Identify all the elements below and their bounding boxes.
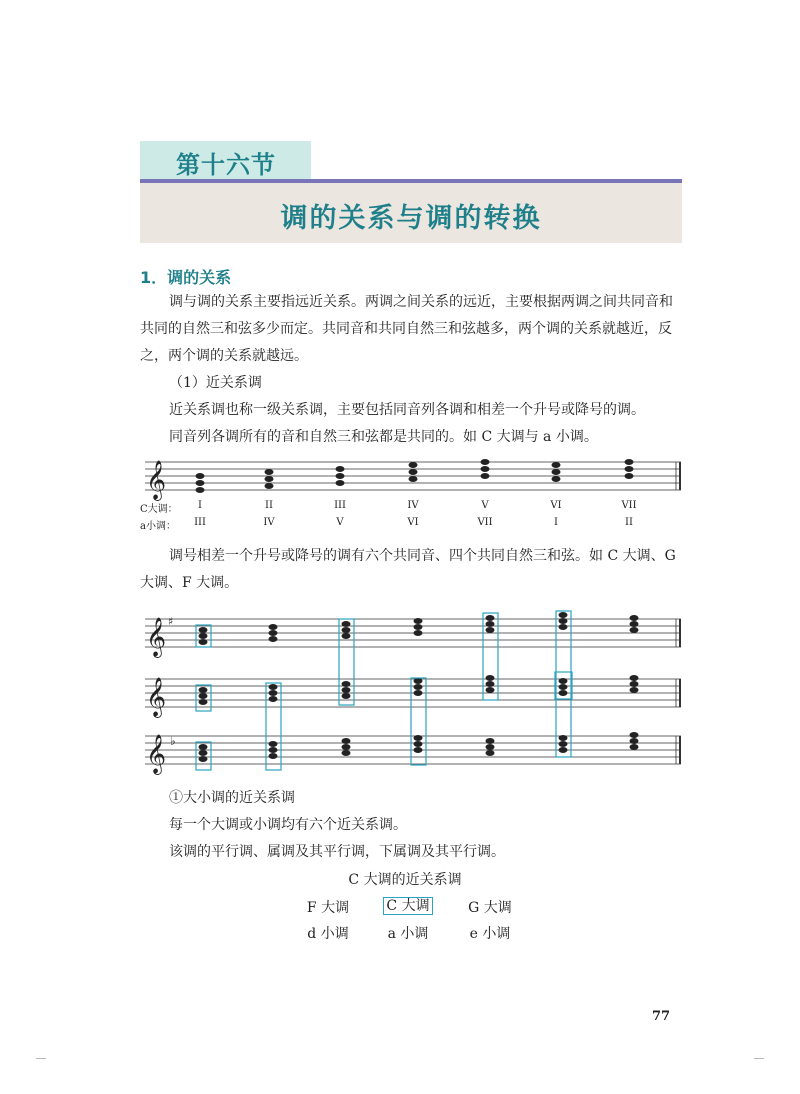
c-degree-4: IV [407,500,419,511]
a-degree-7: II [625,517,633,528]
c-degree-6: VI [550,500,562,511]
cell-a-minor: a 小调 [387,926,429,942]
chord-g-1 [199,627,208,645]
page-number: 77 [652,1009,671,1024]
a-minor-label: a小调： [140,521,176,532]
trim-mark-right [754,1058,764,1059]
related-keys-caption: C 大调的近关系调 [348,872,462,888]
treble-clef-icon-c: 𝄞 [146,677,167,717]
cell-c-major-wrapper [368,895,448,915]
section-label: 第十六节 [176,151,276,179]
a-degree-2: IV [263,517,275,528]
cell-e-minor: e 小调 [469,926,511,942]
sharp-icon: ♯ [168,615,174,628]
flat-icon: ♭ [170,734,176,748]
a-degree-4: VI [407,517,419,528]
c-major-label: C大调： [140,504,178,515]
trim-mark-left [36,1058,46,1059]
a-degree-3: V [336,517,344,528]
a-degree-1: III [194,517,206,528]
c-degree-5: V [481,500,489,511]
paragraph-3: 同音列各调所有的音和自然三和弦都是共同的。如 C 大调与 a 小调。 [169,429,598,445]
cell-g-major: G 大调 [468,900,512,916]
c-degree-3: III [334,500,346,511]
subheading-major-minor: ①大小调的近关系调 [169,790,295,806]
cell-c-major: C 大调 [383,897,432,915]
treble-clef-icon-f: 𝄞 [146,734,167,774]
paragraph-4: 调号相差一个升号或降号的调有六个共同音、四个共同自然三和弦。如 C 大调、G 大调、F 大调。 [140,548,676,591]
treble-clef-icon-g: 𝄞 [146,617,167,657]
paragraph-2: 近关系调也称一级关系调，主要包括同音列各调和相差一个升号或降号的调。 [169,402,645,418]
a-degree-5: VII [477,517,493,528]
staff-c-major-a-minor [140,458,685,502]
c-degree-1: I [198,500,202,511]
cell-d-minor: d 小调 [307,926,349,942]
cell-f-major: F 大调 [306,900,350,916]
staves-g-c-f [140,605,685,775]
a-degree-6: I [554,517,558,528]
paragraph-6: 该调的平行调、属调及其平行调，下属调及其平行调。 [169,844,505,860]
section-title: 调的关系与调的转换 [280,203,542,234]
treble-clef-icon: 𝄞 [146,460,167,500]
paragraph-1: 调与调的关系主要指远近关系。两调之间关系的远近，主要根据两调之间共同音和共同的自然三和弦多少而定。共同音和共同自然三和弦越多，两个调的关系就越近，反之，两个调的关系就越远。 [140,294,673,364]
heading-key-relations: 1．调的关系 [140,268,232,287]
paragraph-5: 每一个大调或小调均有六个近关系调。 [169,817,407,833]
c-degree-2: II [265,500,273,511]
c-degree-7: VII [621,500,637,511]
subheading-close-keys: （1）近关系调 [169,375,262,391]
